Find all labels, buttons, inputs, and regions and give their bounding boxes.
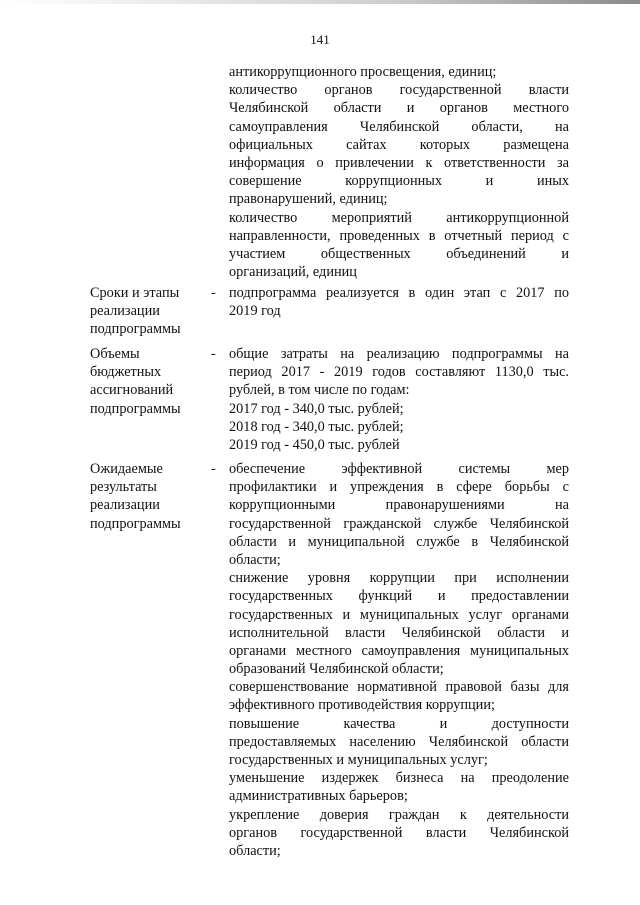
label-line: подпрограммы: [90, 321, 181, 338]
label-line: подпрограммы: [90, 515, 181, 532]
scan-top-edge: [0, 0, 640, 4]
text-line: области;: [229, 842, 281, 859]
text-line: информация о привлечении к ответственности за: [229, 154, 569, 171]
text-line: повышение качества и доступности: [229, 715, 569, 732]
text-line: профилактики и упреждения в сфере борьбы с: [229, 479, 569, 496]
label-line: Объемы: [90, 346, 140, 362]
text-line: области;: [229, 551, 281, 568]
label-line: реализации: [90, 303, 160, 320]
text-line: Челябинской области и органов местного: [229, 100, 569, 117]
page-number: 141: [310, 32, 330, 47]
text-line: 2019 год: [229, 303, 281, 320]
text-line: совершение коррупционных и иных: [229, 173, 569, 190]
section-label-timing: [90, 284, 210, 339]
text-line: области и муниципальной службе в Челябинской: [229, 533, 569, 550]
label-line: Ожидаемые: [90, 461, 163, 477]
text-line: 2017 год - 340,0 тыс. рублей;: [229, 400, 404, 417]
text-line: официальных сайтах которых размещена: [229, 136, 569, 153]
text-line: укрепление доверия граждан к деятельности: [229, 806, 569, 823]
text-line: участием общественных объединений и: [229, 245, 569, 262]
section-label-budget: [90, 345, 210, 418]
text-line: антикоррупционного просвещения, единиц;: [229, 64, 497, 80]
text-line: государственных и муниципальных услуг;: [229, 752, 488, 768]
text-line: обеспечение эффективной системы мер: [229, 461, 569, 477]
text-line: коррупционными правонарушениями на: [229, 497, 569, 514]
text-line: образований Челябинской области;: [229, 661, 444, 678]
text-line: подпрограмма реализуется в один этап с 2017 по: [229, 285, 569, 301]
text-line: снижение уровня коррупции при исполнении: [229, 570, 569, 587]
section-text-budget: [229, 345, 569, 454]
text-line: органов государственной власти Челябинской: [229, 824, 569, 841]
section-text-timing: [229, 284, 569, 320]
label-line: Сроки и этапы: [90, 285, 180, 301]
text-line: исполнительной власти Челябинской области и: [229, 624, 569, 641]
text-line: органами местного самоуправления муниципальных: [229, 642, 569, 659]
label-line: результаты: [90, 479, 157, 496]
text-line: самоуправления Челябинской области, на: [229, 118, 569, 135]
text-line: количество органов государственной власти: [229, 82, 569, 99]
text-line: период 2017 - 2019 годов составляют 1130,0 тыс.: [229, 364, 569, 381]
label-line: ассигнований: [90, 382, 174, 399]
text-line: государственных и муниципальных услуг органами: [229, 606, 569, 623]
section-label-results: [90, 460, 210, 533]
text-line: рублей, в том числе по годам:: [229, 382, 410, 399]
section-text-results: [229, 460, 569, 860]
label-line: подпрограммы: [90, 400, 181, 417]
text-line: совершенствование нормативной правовой базы для: [229, 679, 569, 696]
text-line: организаций, единиц: [229, 264, 357, 281]
text-line: уменьшение издержек бизнеса на преодоление: [229, 770, 569, 787]
label-line: бюджетных: [90, 364, 162, 381]
top-block: [229, 63, 569, 281]
text-line: 2018 год - 340,0 тыс. рублей;: [229, 418, 404, 435]
text-line: эффективного противодействия коррупции;: [229, 697, 495, 714]
text-line: государственной гражданской службе Челябинской: [229, 515, 569, 532]
text-line: предоставляемых населению Челябинской области: [229, 733, 569, 750]
text-line: 2019 год - 450,0 тыс. рублей: [229, 436, 400, 453]
text-line: направленности, проведенных в отчетный период с: [229, 227, 569, 244]
text-line: правонарушений, единиц;: [229, 191, 388, 208]
text-line: количество мероприятий антикоррупционной: [229, 209, 569, 226]
section-dash: -: [211, 346, 216, 362]
text-line: административных барьеров;: [229, 788, 408, 805]
label-line: реализации: [90, 497, 160, 514]
text-line: общие затраты на реализацию подпрограммы на: [229, 346, 569, 362]
section-dash: -: [211, 285, 216, 301]
text-line: государственных функций и предоставлении: [229, 588, 569, 605]
section-dash: -: [211, 461, 216, 477]
